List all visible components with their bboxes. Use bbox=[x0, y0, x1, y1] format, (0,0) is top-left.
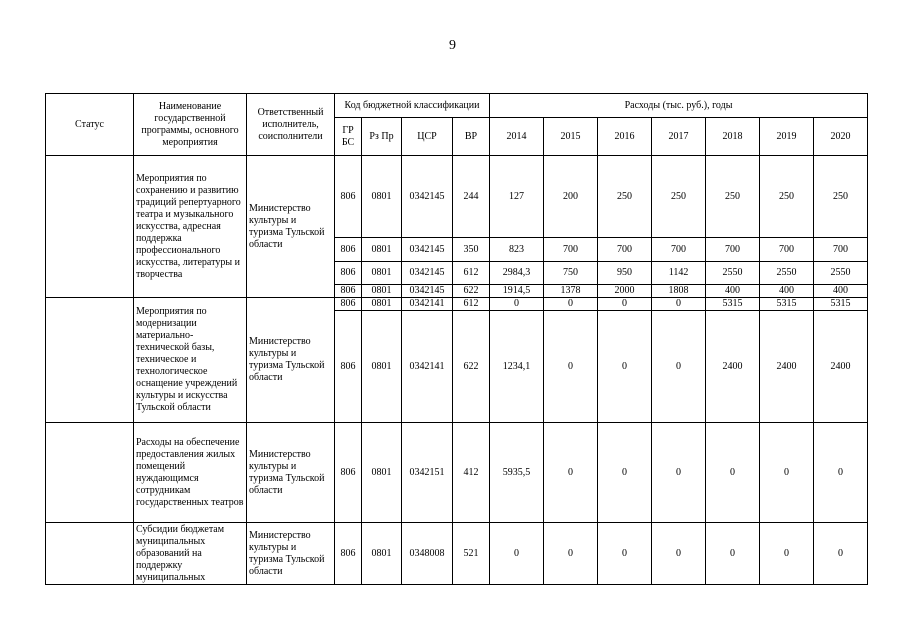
rzpr-cell: 0801 bbox=[362, 298, 402, 311]
header-csr: ЦСР bbox=[402, 118, 453, 156]
value-cell: 0 bbox=[814, 423, 868, 523]
value-cell: 0 bbox=[760, 423, 814, 523]
value-cell: 250 bbox=[706, 156, 760, 238]
header-code-group: Код бюджетной классификации bbox=[335, 94, 490, 118]
value-cell: 700 bbox=[760, 238, 814, 262]
value-cell: 2400 bbox=[814, 311, 868, 423]
value-cell: 250 bbox=[598, 156, 652, 238]
value-cell: 400 bbox=[706, 285, 760, 298]
vr-cell: 612 bbox=[453, 298, 490, 311]
value-cell: 0 bbox=[706, 523, 760, 585]
budget-table bbox=[45, 93, 868, 585]
responsible-executor: Министерство культуры и туризма Тульской области bbox=[247, 423, 335, 523]
rzpr-cell: 0801 bbox=[362, 285, 402, 298]
value-cell: 127 bbox=[490, 156, 544, 238]
value-cell: 1808 bbox=[652, 285, 706, 298]
responsible-executor: Министерство культуры и туризма Тульской области bbox=[247, 298, 335, 423]
header-year: 2014 bbox=[490, 118, 544, 156]
value-cell: 250 bbox=[652, 156, 706, 238]
csr-cell: 0342145 bbox=[402, 156, 453, 238]
value-cell: 700 bbox=[598, 238, 652, 262]
value-cell: 2550 bbox=[814, 262, 868, 285]
vr-cell: 622 bbox=[453, 285, 490, 298]
vr-cell: 412 bbox=[453, 423, 490, 523]
rzpr-cell: 0801 bbox=[362, 156, 402, 238]
value-cell: 2400 bbox=[706, 311, 760, 423]
rzpr-cell: 0801 bbox=[362, 262, 402, 285]
value-cell: 0 bbox=[598, 423, 652, 523]
csr-cell: 0342145 bbox=[402, 238, 453, 262]
value-cell: 0 bbox=[544, 311, 598, 423]
vr-cell: 521 bbox=[453, 523, 490, 585]
value-cell: 700 bbox=[544, 238, 598, 262]
value-cell: 750 bbox=[544, 262, 598, 285]
status-cell bbox=[46, 298, 134, 423]
responsible-executor: Министерство культуры и туризма Тульской области bbox=[247, 156, 335, 298]
value-cell: 0 bbox=[544, 423, 598, 523]
value-cell: 5315 bbox=[814, 298, 868, 311]
value-cell: 400 bbox=[760, 285, 814, 298]
value-cell: 2400 bbox=[760, 311, 814, 423]
rzpr-cell: 0801 bbox=[362, 523, 402, 585]
header-vr: ВР bbox=[453, 118, 490, 156]
value-cell: 0 bbox=[706, 423, 760, 523]
value-cell: 0 bbox=[760, 523, 814, 585]
table-row bbox=[46, 423, 868, 523]
value-cell: 2984,3 bbox=[490, 262, 544, 285]
value-cell: 1914,5 bbox=[490, 285, 544, 298]
header-year: 2016 bbox=[598, 118, 652, 156]
status-cell bbox=[46, 523, 134, 585]
measure-name: Мероприятия по модернизации материально-технической базы, техническое и технологическое оснащение учреждений культуры и искусства Тульской области bbox=[134, 298, 247, 423]
table-row bbox=[46, 156, 868, 238]
value-cell: 0 bbox=[598, 298, 652, 311]
rzpr-cell: 0801 bbox=[362, 311, 402, 423]
grbs-cell: 806 bbox=[335, 311, 362, 423]
grbs-cell: 806 bbox=[335, 238, 362, 262]
value-cell: 0 bbox=[652, 311, 706, 423]
header-year: 2019 bbox=[760, 118, 814, 156]
status-cell bbox=[46, 423, 134, 523]
csr-cell: 0342141 bbox=[402, 311, 453, 423]
value-cell: 400 bbox=[814, 285, 868, 298]
header-rzpr: Рз Пр bbox=[362, 118, 402, 156]
value-cell: 5315 bbox=[760, 298, 814, 311]
header-year: 2017 bbox=[652, 118, 706, 156]
vr-cell: 350 bbox=[453, 238, 490, 262]
csr-cell: 0342151 bbox=[402, 423, 453, 523]
header-year: 2015 bbox=[544, 118, 598, 156]
status-cell bbox=[46, 156, 134, 298]
csr-cell: 0348008 bbox=[402, 523, 453, 585]
header-year: 2020 bbox=[814, 118, 868, 156]
page-number: 9 bbox=[449, 38, 456, 53]
rzpr-cell: 0801 bbox=[362, 423, 402, 523]
vr-cell: 612 bbox=[453, 262, 490, 285]
value-cell: 0 bbox=[598, 311, 652, 423]
csr-cell: 0342145 bbox=[402, 262, 453, 285]
value-cell: 700 bbox=[814, 238, 868, 262]
value-cell: 700 bbox=[652, 238, 706, 262]
value-cell: 823 bbox=[490, 238, 544, 262]
csr-cell: 0342145 bbox=[402, 285, 453, 298]
value-cell: 0 bbox=[544, 298, 598, 311]
grbs-cell: 806 bbox=[335, 156, 362, 238]
value-cell: 2550 bbox=[760, 262, 814, 285]
value-cell: 1234,1 bbox=[490, 311, 544, 423]
value-cell: 200 bbox=[544, 156, 598, 238]
grbs-cell: 806 bbox=[335, 423, 362, 523]
vr-cell: 244 bbox=[453, 156, 490, 238]
header-grbs: ГР БС bbox=[335, 118, 362, 156]
csr-cell: 0342141 bbox=[402, 298, 453, 311]
measure-name: Субсидии бюджетам муниципальных образований на поддержку муниципальных bbox=[134, 523, 247, 585]
value-cell: 250 bbox=[760, 156, 814, 238]
table-row bbox=[46, 298, 868, 311]
rzpr-cell: 0801 bbox=[362, 238, 402, 262]
value-cell: 0 bbox=[652, 423, 706, 523]
value-cell: 5315 bbox=[706, 298, 760, 311]
value-cell: 1142 bbox=[652, 262, 706, 285]
value-cell: 0 bbox=[814, 523, 868, 585]
value-cell: 0 bbox=[598, 523, 652, 585]
value-cell: 2000 bbox=[598, 285, 652, 298]
value-cell: 700 bbox=[706, 238, 760, 262]
table-row bbox=[46, 523, 868, 585]
header-responsible: Ответственный исполнитель, соисполнители bbox=[247, 94, 335, 156]
value-cell: 2550 bbox=[706, 262, 760, 285]
value-cell: 0 bbox=[652, 523, 706, 585]
header-year: 2018 bbox=[706, 118, 760, 156]
grbs-cell: 806 bbox=[335, 262, 362, 285]
header-status: Статус bbox=[46, 94, 134, 156]
value-cell: 250 bbox=[814, 156, 868, 238]
value-cell: 1378 bbox=[544, 285, 598, 298]
grbs-cell: 806 bbox=[335, 523, 362, 585]
responsible-executor: Министерство культуры и туризма Тульской области bbox=[247, 523, 335, 585]
value-cell: 0 bbox=[490, 298, 544, 311]
value-cell: 950 bbox=[598, 262, 652, 285]
value-cell: 5935,5 bbox=[490, 423, 544, 523]
measure-name: Расходы на обеспечение предоставления жилых помещений нуждающимся сотрудникам государственных театров bbox=[134, 423, 247, 523]
grbs-cell: 806 bbox=[335, 285, 362, 298]
value-cell: 0 bbox=[490, 523, 544, 585]
value-cell: 0 bbox=[652, 298, 706, 311]
value-cell: 0 bbox=[544, 523, 598, 585]
vr-cell: 622 bbox=[453, 311, 490, 423]
measure-name: Мероприятия по сохранению и развитию традиций репертуарного театра и музыкального искусства, адресная поддержка профессионального искусства, литературы и творчества bbox=[134, 156, 247, 298]
header-name: Наименование государственной программы, основного мероприятия bbox=[134, 94, 247, 156]
header-expenses-group: Расходы (тыс. руб.), годы bbox=[490, 94, 868, 118]
grbs-cell: 806 bbox=[335, 298, 362, 311]
